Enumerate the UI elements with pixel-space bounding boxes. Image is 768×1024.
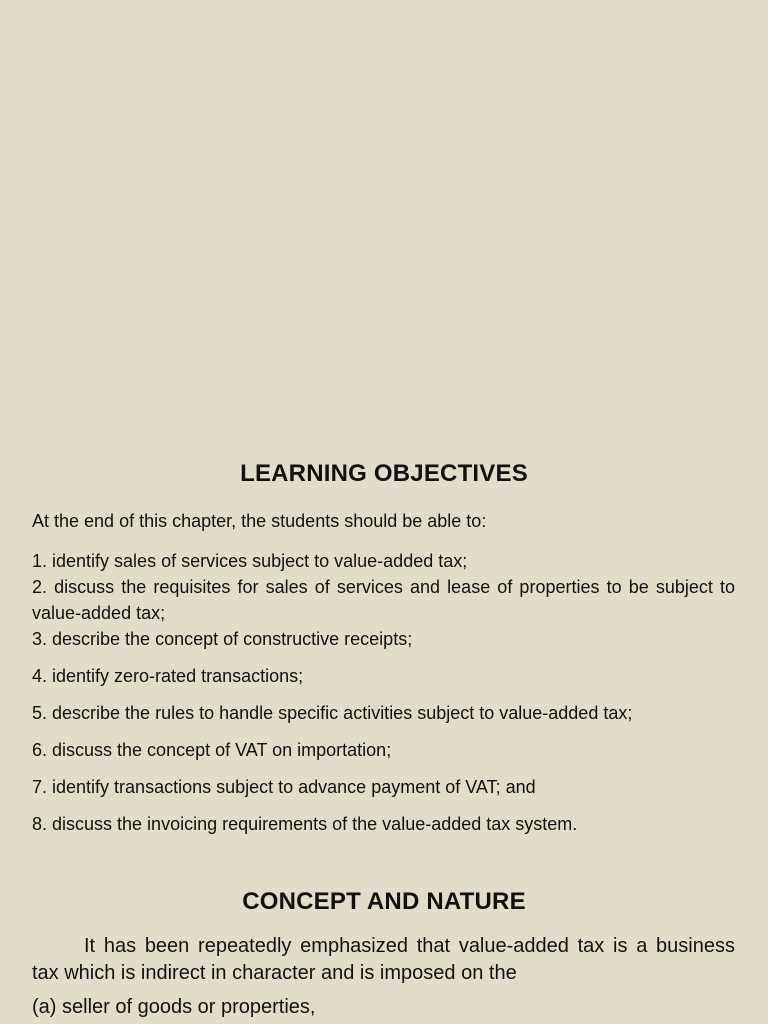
objective-item: 4. identify zero-rated transactions; <box>32 666 304 686</box>
concept-paragraph: It has been repeatedly emphasized that value-added tax is a business tax which is indirect in character and is imposed on the <box>32 935 735 984</box>
objective-item: 6. discuss the concept of VAT on importation; <box>32 740 392 760</box>
concept-list-item-a: (a) seller of goods or properties, <box>32 996 316 1018</box>
objective-item: 2. discuss the requisites for sales of services and lease of properties to be subject to value-added tax; <box>32 577 735 623</box>
objective-item: 1. identify sales of services subject to value-added tax; <box>32 551 468 571</box>
objective-item: 7. identify transactions subject to advance payment of VAT; and <box>32 777 536 797</box>
objectives-intro: At the end of this chapter, the students should be able to: <box>32 511 487 531</box>
concept-and-nature-heading: CONCEPT AND NATURE <box>242 888 526 915</box>
learning-objectives-heading: LEARNING OBJECTIVES <box>240 460 528 487</box>
objective-item: 5. describe the rules to handle specific activities subject to value-added tax; <box>32 703 633 723</box>
objective-item: 3. describe the concept of constructive receipts; <box>32 629 413 649</box>
objective-item: 8. discuss the invoicing requirements of the value-added tax system. <box>32 814 578 834</box>
objectives-list <box>32 548 735 837</box>
